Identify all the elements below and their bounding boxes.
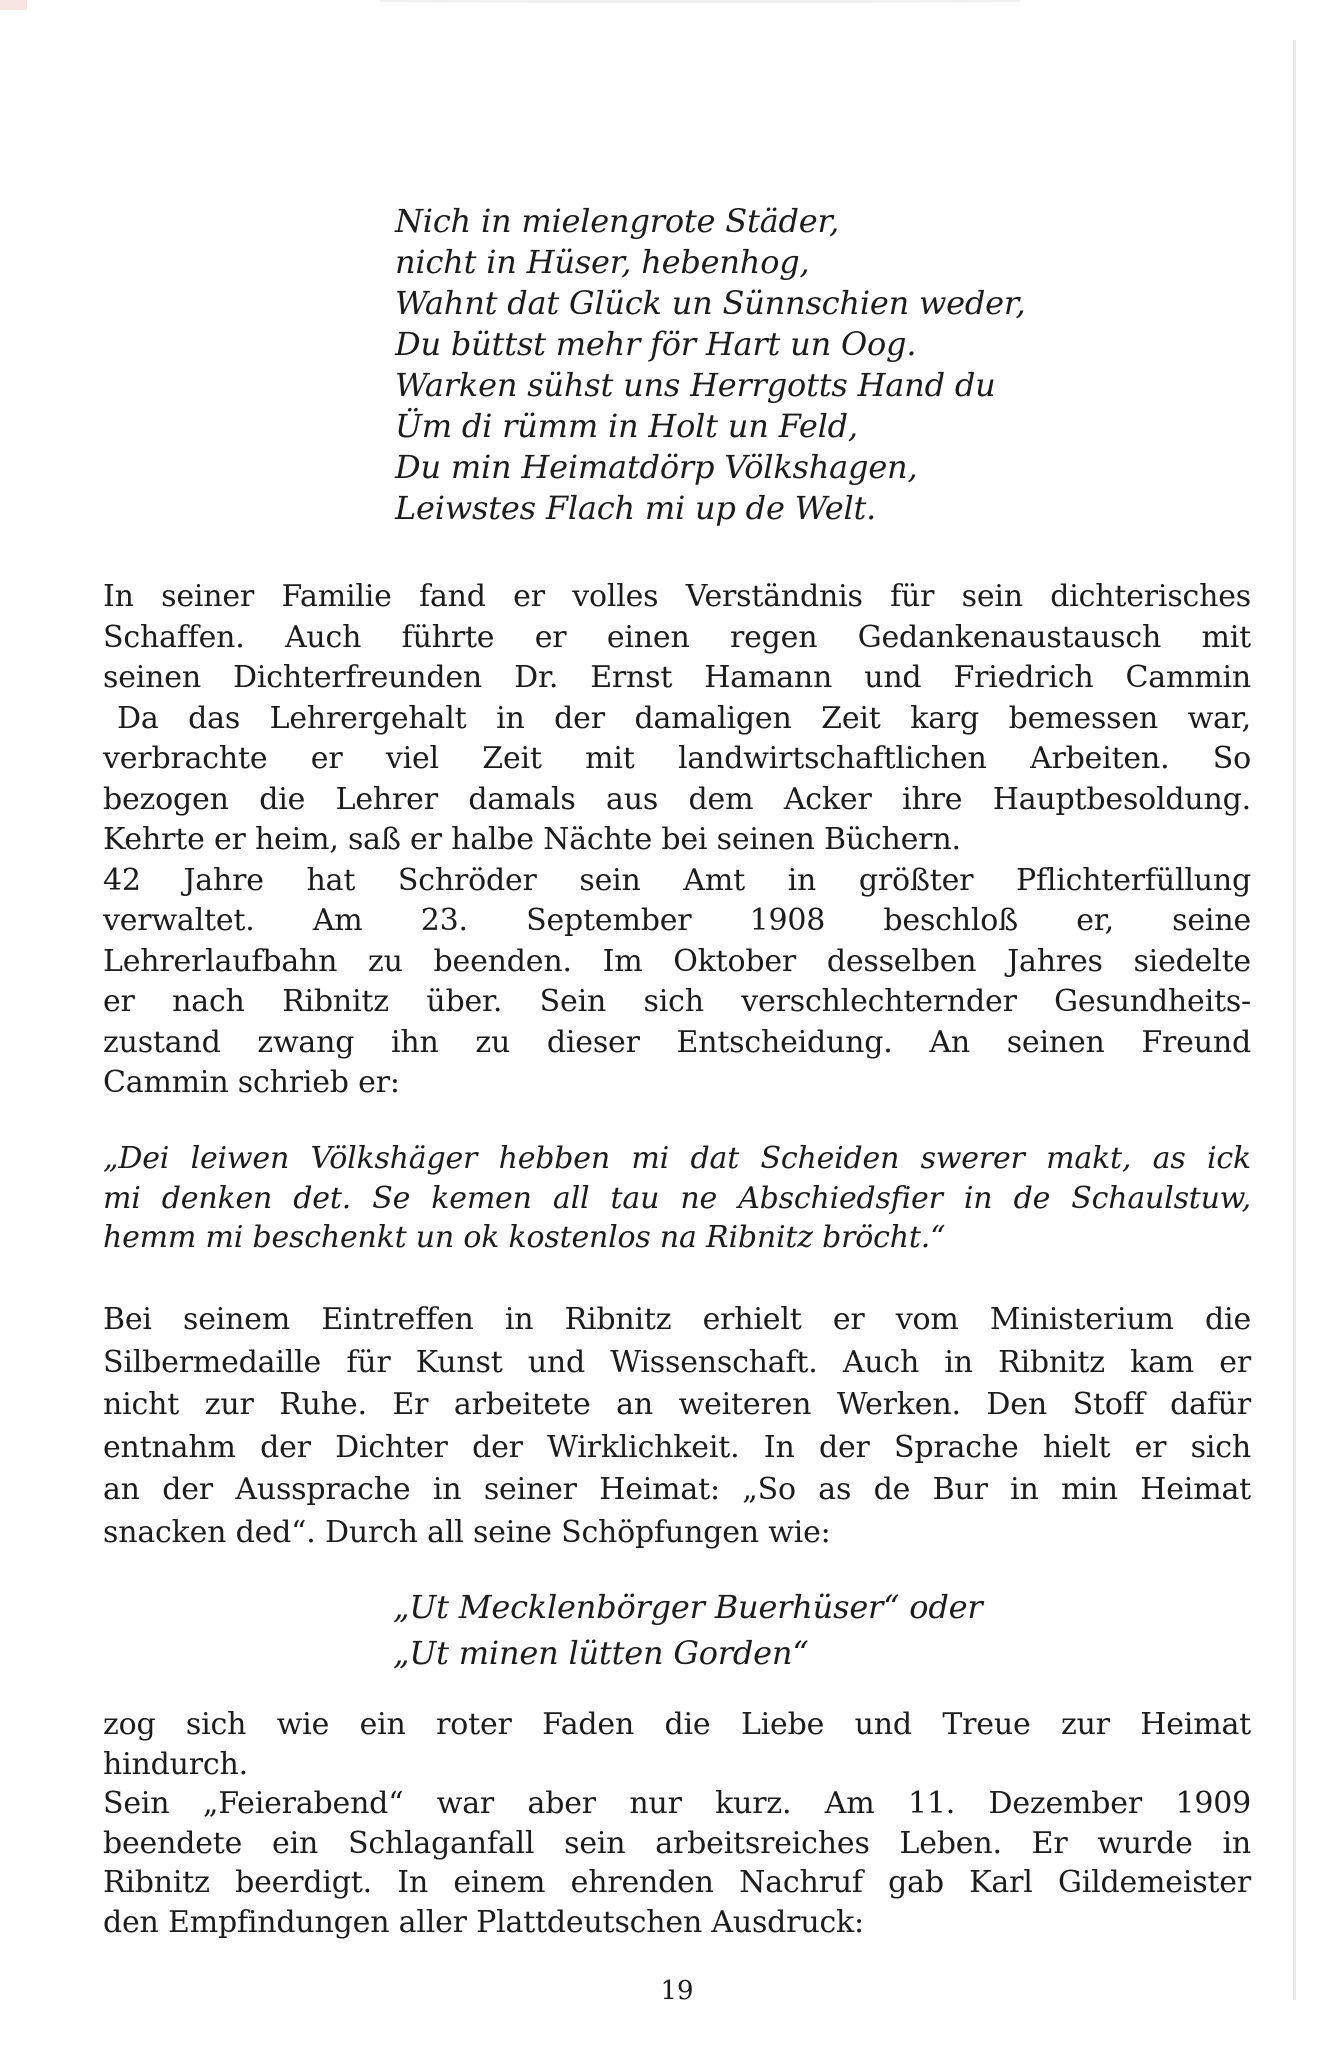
- scan-top-shadow: [380, 0, 1020, 3]
- work-titles: [393, 1584, 1153, 1676]
- poem-stanza: [395, 201, 1095, 529]
- text-line: Schaffen. Auch führte er einen regen Gedankenaustausch mit: [103, 619, 1251, 655]
- text-line: an der Aussprache in seiner Heimat: „So as de Bur in min Heimat: [103, 1472, 1251, 1507]
- text-line: Kehrte er heim, saß er halbe Nächte bei seinen Büchern.: [103, 822, 961, 857]
- poem-line: Warken sühst uns Herrgotts Hand du: [395, 366, 996, 404]
- text-line: nicht zur Ruhe. Er arbeitete an weiteren Werken. Den Stoff dafür: [103, 1387, 1251, 1422]
- work-title-line: „Ut Mecklenbörger Buerhüser“ oder: [393, 1588, 983, 1626]
- text-line: er nach Ribnitz über. Sein sich verschlechternder Gesundheits-: [103, 984, 1251, 1019]
- text-line: snacken ded“. Durch all seine Schöpfungen wie:: [103, 1514, 831, 1550]
- text-line: 42 Jahre hat Schröder sein Amt in größter Pflichterfüllung: [103, 862, 1251, 898]
- text-line: entnahm der Dichter der Wirklichkeit. In der Sprache hielt er sich: [103, 1429, 1251, 1465]
- text-line: zustand zwang ihn zu dieser Entscheidung. An seinen Freund: [103, 1024, 1251, 1060]
- text-line: Silbermedaille für Kunst und Wissenschaft. Auch in Ribnitz kam er: [103, 1344, 1251, 1380]
- letter-quote: [103, 1139, 1251, 1258]
- text-line: den Empfindungen aller Plattdeutschen Ausdruck:: [103, 1904, 864, 1940]
- text-line: In seiner Familie fand er volles Verständnis für sein dichterisches: [103, 579, 1251, 614]
- work-title-line: „Ut minen lütten Gorden“: [393, 1634, 809, 1672]
- scan-edge-line: [1293, 40, 1296, 2000]
- page-number: 19: [660, 1976, 694, 2006]
- body-paragraph-2: [103, 1299, 1251, 1554]
- quote-line: „Dei leiwen Völkshäger hebben mi dat Scheiden swerer makt, as ick: [103, 1141, 1251, 1176]
- poem-line: Du büttst mehr för Hart un Oog.: [395, 325, 917, 363]
- text-line: Cammin schrieb er:: [103, 1065, 400, 1100]
- text-line: Sein „Feierabend“ war aber nur kurz. Am 11. Dezember 1909: [103, 1786, 1251, 1821]
- poem-line: Du min Heimatdörp Völkshagen,: [395, 448, 918, 486]
- text-line: Da das Lehrergehalt in der damaligen Zeit karg bemessen war,: [117, 700, 1251, 736]
- scan-corner-artifact: [0, 0, 27, 10]
- text-line: Bei seinem Eintreffen in Ribnitz erhielt er vom Ministerium die: [103, 1302, 1251, 1337]
- body-paragraph-3: [103, 1705, 1251, 1942]
- quote-line: hemm mi beschenkt un ok kostenlos na Ribnitz bröcht.“: [103, 1220, 946, 1255]
- poem-line: Wahnt dat Glück un Sünnschien weder,: [395, 284, 1026, 322]
- text-line: Lehrerlaufbahn zu beenden. Im Oktober desselben Jahres siedelte: [103, 943, 1251, 979]
- text-line: bezogen die Lehrer damals aus dem Acker ihre Hauptbesoldung.: [103, 781, 1251, 817]
- text-line: zog sich wie ein roter Faden die Liebe und Treue zur Heimat: [103, 1707, 1251, 1742]
- text-line: hindurch.: [103, 1746, 248, 1782]
- text-line: verbrachte er viel Zeit mit landwirtschaftlichen Arbeiten. So: [103, 741, 1251, 776]
- text-line: seinen Dichterfreunden Dr. Ernst Hamann und Friedrich Cammin: [103, 660, 1251, 695]
- text-line: Ribnitz beerdigt. In einem ehrenden Nachruf gab Karl Gildemeister: [103, 1865, 1251, 1900]
- poem-line: Leiwstes Flach mi up de Welt.: [395, 489, 877, 527]
- quote-line: mi denken det. Se kemen all tau ne Abschiedsfier in de Schaulstuw,: [103, 1180, 1251, 1216]
- text-line: verwaltet. Am 23. September 1908 beschloß er, seine: [103, 903, 1251, 938]
- poem-line: nicht in Hüser, hebenhog,: [395, 243, 810, 281]
- text-line: beendete ein Schlaganfall sein arbeitsreiches Leben. Er wurde in: [103, 1825, 1251, 1861]
- poem-line: Nich in mielengrote Städer,: [395, 202, 840, 240]
- body-paragraph-1: [103, 577, 1251, 1104]
- poem-line: Üm di rümm in Holt un Feld,: [395, 407, 858, 445]
